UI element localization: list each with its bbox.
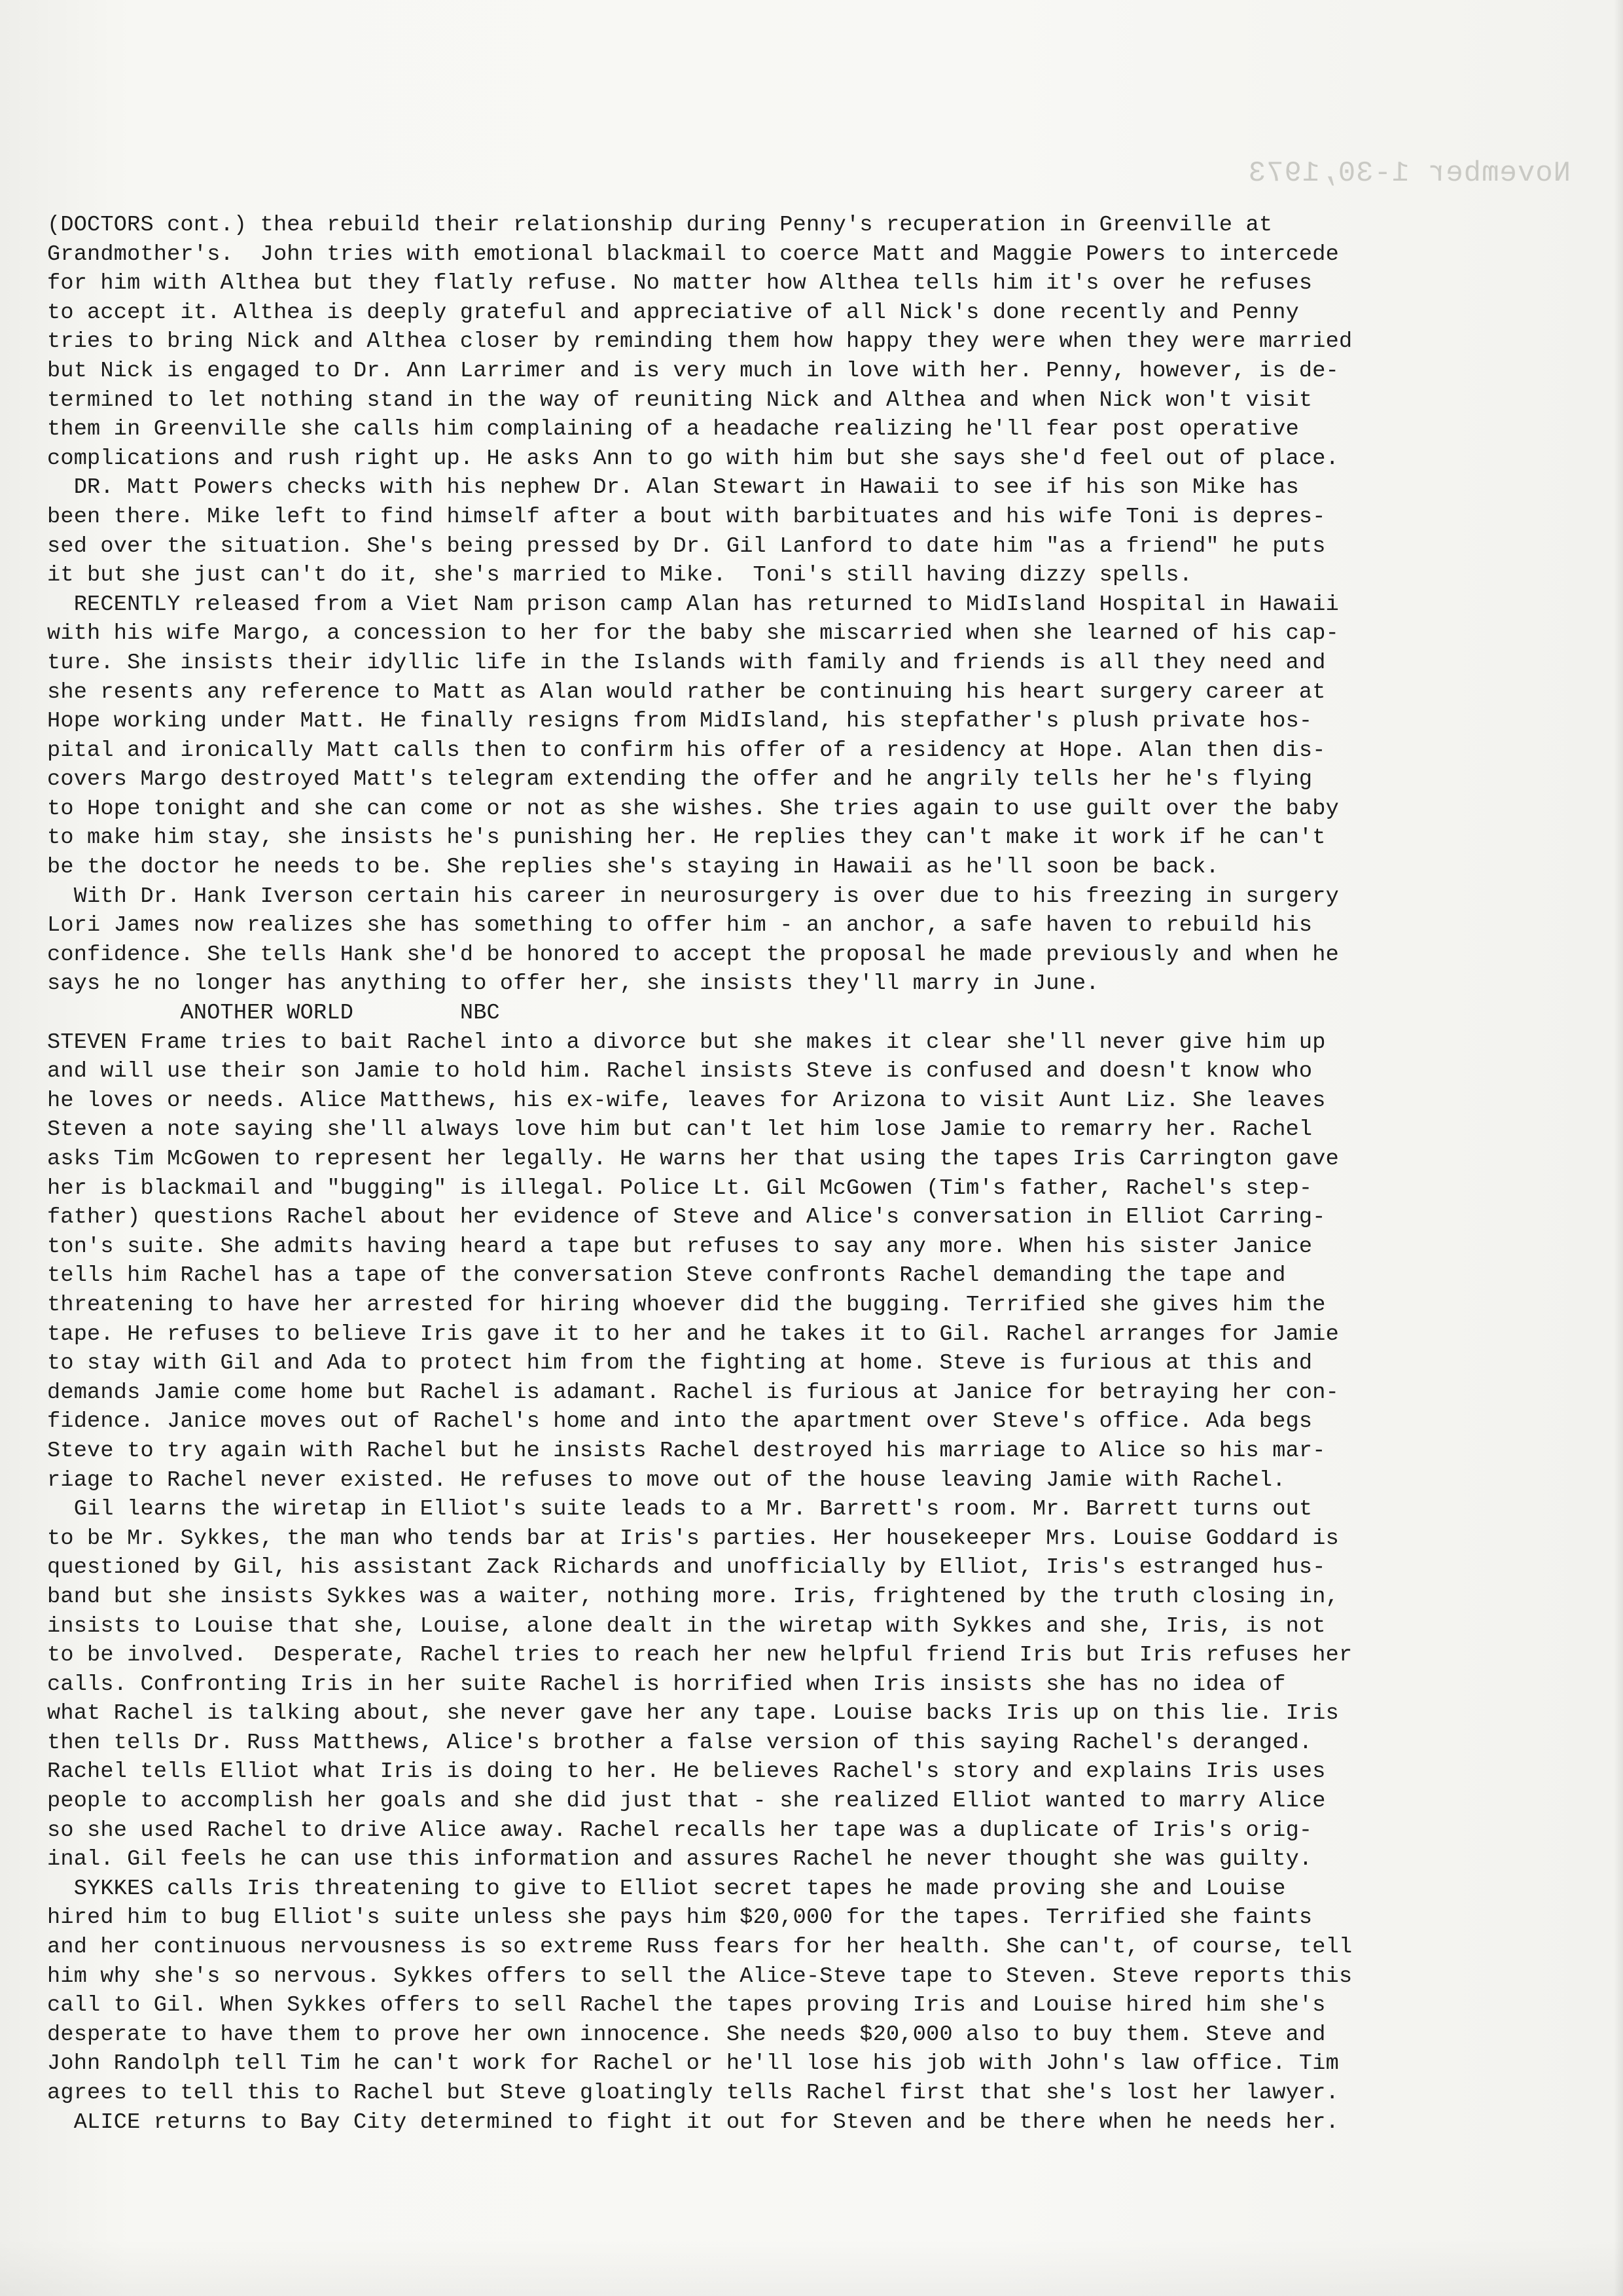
text-line: sed over the situation. She's being pressed by Dr. Gil Lanford to date him "as a friend" he puts [47, 533, 1326, 559]
text-line: people to accomplish her goals and she did just that - she realized Elliot wanted to marry Alice [47, 1789, 1326, 1814]
text-line: With Dr. Hank Iverson certain his career in neurosurgery is over due to his freezing in surgery [47, 884, 1339, 909]
text-line: been there. Mike left to find himself after a bout with barbituates and his wife Toni is depres- [47, 504, 1326, 529]
text-line: Rachel tells Elliot what Iris is doing to her. He believes Rachel's story and explains Iris uses [47, 1759, 1326, 1785]
text-line: call to Gil. When Sykkes offers to sell Rachel the tapes proving Iris and Louise hired him she's [47, 1993, 1326, 2018]
text-line: John Randolph tell Tim he can't work for Rachel or he'll lose his job with John's law office. Tim [47, 2051, 1339, 2077]
text-line: them in Greenville she calls him complaining of a headache realizing he'll fear post operative [47, 417, 1299, 442]
text-line: it but she just can't do it, she's married to Mike. Toni's still having dizzy spells. [47, 563, 1193, 588]
text-line: so she used Rachel to drive Alice away. Rachel recalls her tape was a duplicate of Iris's orig- [47, 1818, 1313, 1843]
text-line: band but she insists Sykkes was a waiter, nothing more. Iris, frightened by the truth closing in, [47, 1584, 1339, 1609]
text-line: she resents any reference to Matt as Alan would rather be continuing his heart surgery career at [47, 679, 1326, 705]
text-line: asks Tim McGowen to represent her legally. He warns her that using the tapes Iris Carrington gave [47, 1147, 1339, 1172]
text-line: to be involved. Desperate, Rachel tries to reach her new helpful friend Iris but Iris refuses her [47, 1643, 1353, 1668]
text-line: SYKKES calls Iris threatening to give to Elliot secret tapes he made proving she and Louise [47, 1876, 1286, 1901]
text-line: pital and ironically Matt calls then to confirm his offer of a residency at Hope. Alan then dis- [47, 738, 1326, 763]
text-line: termined to let nothing stand in the way of reuniting Nick and Althea and when Nick won't visit [47, 387, 1313, 413]
text-line: her is blackmail and "bugging" is illegal. Police Lt. Gil McGowen (Tim's father, Rachel's step- [47, 1175, 1313, 1201]
text-line: Hope working under Matt. He finally resigns from MidIsland, his stepfather's plush private hos- [47, 709, 1313, 734]
text-line: Grandmother's. John tries with emotional blackmail to coerce Matt and Maggie Powers to intercede [47, 242, 1339, 267]
text-line: complications and rush right up. He asks Ann to go with him but she says she'd feel out of place. [47, 446, 1339, 471]
text-line: ton's suite. She admits having heard a tape but refuses to say any more. When his sister Janice [47, 1234, 1313, 1259]
text-line: ALICE returns to Bay City determined to fight it out for Steven and be there when he needs her. [47, 2109, 1339, 2135]
text-line: Gil learns the wiretap in Elliot's suite leads to a Mr. Barrett's room. Mr. Barrett turns out [47, 1497, 1313, 1522]
text-line: to make him stay, she insists he's punishing her. He replies they can't make it work if he can't [47, 825, 1326, 851]
text-line: desperate to have them to prove her own innocence. She needs $20,000 also to buy them. Steve and [47, 2022, 1326, 2047]
text-line: RECENTLY released from a Viet Nam prison camp Alan has returned to MidIsland Hospital in Hawaii [47, 592, 1339, 617]
text-line: and her continuous nervousness is so extreme Russ fears for her health. She can't, of course, tell [47, 1935, 1353, 1960]
text-line: ANOTHER WORLD NBC [47, 1001, 500, 1026]
text-line: covers Margo destroyed Matt's telegram extending the offer and he angrily tells her he's flying [47, 767, 1313, 793]
text-line: insists to Louise that she, Louise, alone dealt in the wiretap with Sykkes and she, Iris, is not [47, 1613, 1326, 1639]
text-line: then tells Dr. Russ Matthews, Alice's brother a false version of this saying Rachel's deranged. [47, 1730, 1313, 1755]
text-line: to Hope tonight and she can come or not as she wishes. She tries again to use guilt over the baby [47, 796, 1339, 821]
text-line: to be Mr. Sykkes, the man who tends bar at Iris's parties. Her housekeeper Mrs. Louise Goddard is [47, 1526, 1339, 1551]
text-line: he loves or needs. Alice Matthews, his ex-wife, leaves for Arizona to visit Aunt Liz. She leaves [47, 1088, 1326, 1113]
text-line: calls. Confronting Iris in her suite Rachel is horrified when Iris insists she has no idea of [47, 1672, 1286, 1697]
text-line: demands Jamie come home but Rachel is adamant. Rachel is furious at Janice for betraying her con- [47, 1380, 1339, 1405]
text-line: (DOCTORS cont.) thea rebuild their relationship during Penny's recuperation in Greenville at [47, 213, 1273, 238]
text-line: what Rachel is talking about, she never gave her any tape. Louise backs Iris up on this lie. Iris [47, 1701, 1339, 1727]
text-line: be the doctor he needs to be. She replies she's staying in Hawaii as he'll soon be back. [47, 855, 1219, 880]
bleed-through-header: November 1-30,1973 [1247, 157, 1571, 190]
text-line: father) questions Rachel about her evidence of Steve and Alice's conversation in Elliot Carring- [47, 1205, 1326, 1230]
text-line: Steven a note saying she'll always love him but can't let him lose Jamie to remarry her. Rachel [47, 1117, 1313, 1143]
text-line: ture. She insists their idyllic life in the Islands with family and friends is all they need and [47, 650, 1326, 675]
text-line: Lori James now realizes she has something to offer him - an anchor, a safe haven to rebuild his [47, 913, 1313, 939]
text-line: hired him to bug Elliot's suite unless she pays him $20,000 for the tapes. Terrified she faints [47, 1905, 1313, 1931]
text-line: for him with Althea but they flatly refuse. No matter how Althea tells him it's over he refuses [47, 271, 1313, 296]
text-line: tells him Rachel has a tape of the conversation Steve confronts Rachel demanding the tape and [47, 1263, 1286, 1289]
text-line: inal. Gil feels he can use this information and assures Rachel he never thought she was guilty. [47, 1847, 1313, 1873]
text-line: questioned by Gil, his assistant Zack Richards and unofficially by Elliot, Iris's estranged hus- [47, 1555, 1326, 1581]
text-line: says he no longer has anything to offer her, she insists they'll marry in June. [47, 971, 1099, 997]
text-line: with his wife Margo, a concession to her for the baby she miscarried when she learned of his cap- [47, 621, 1339, 647]
text-line: tries to bring Nick and Althea closer by reminding them how happy they were when they were married [47, 329, 1353, 355]
text-line: agrees to tell this to Rachel but Steve gloatingly tells Rachel first that she's lost her lawyer. [47, 2081, 1339, 2106]
text-line: threatening to have her arrested for hiring whoever did the bugging. Terrified she gives him the [47, 1292, 1326, 1318]
text-line: riage to Rachel never existed. He refuses to move out of the house leaving Jamie with Rachel. [47, 1467, 1286, 1493]
text-line: confidence. She tells Hank she'd be honored to accept the proposal he made previously and when he [47, 942, 1339, 967]
text-line: fidence. Janice moves out of Rachel's home and into the apartment over Steve's office. Ada begs [47, 1409, 1313, 1435]
page-bottom-shadow [0, 2238, 1623, 2296]
text-line: him why she's so nervous. Sykkes offers to sell the Alice-Steve tape to Steven. Steve reports this [47, 1964, 1353, 1989]
text-line: tape. He refuses to believe Iris gave it to her and he takes it to Gil. Rachel arranges for Jamie [47, 1321, 1339, 1347]
page-edge-shadow [1614, 0, 1623, 2296]
text-line: Steve to try again with Rachel but he insists Rachel destroyed his marriage to Alice so his mar- [47, 1438, 1326, 1463]
text-line: to accept it. Althea is deeply grateful and appreciative of all Nick's done recently and Penny [47, 300, 1299, 325]
text-line: DR. Matt Powers checks with his nephew Dr. Alan Stewart in Hawaii to see if his son Mike has [47, 475, 1299, 501]
text-line: to stay with Gil and Ada to protect him from the fighting at home. Steve is furious at this and [47, 1351, 1313, 1376]
typewritten-text-body [47, 211, 1618, 2137]
text-line: STEVEN Frame tries to bait Rachel into a divorce but she makes it clear she'll never give him up [47, 1030, 1326, 1055]
text-line: and will use their son Jamie to hold him. Rachel insists Steve is confused and doesn't know who [47, 1059, 1313, 1085]
text-line: but Nick is engaged to Dr. Ann Larrimer and is very much in love with her. Penny, however, is de- [47, 358, 1339, 384]
